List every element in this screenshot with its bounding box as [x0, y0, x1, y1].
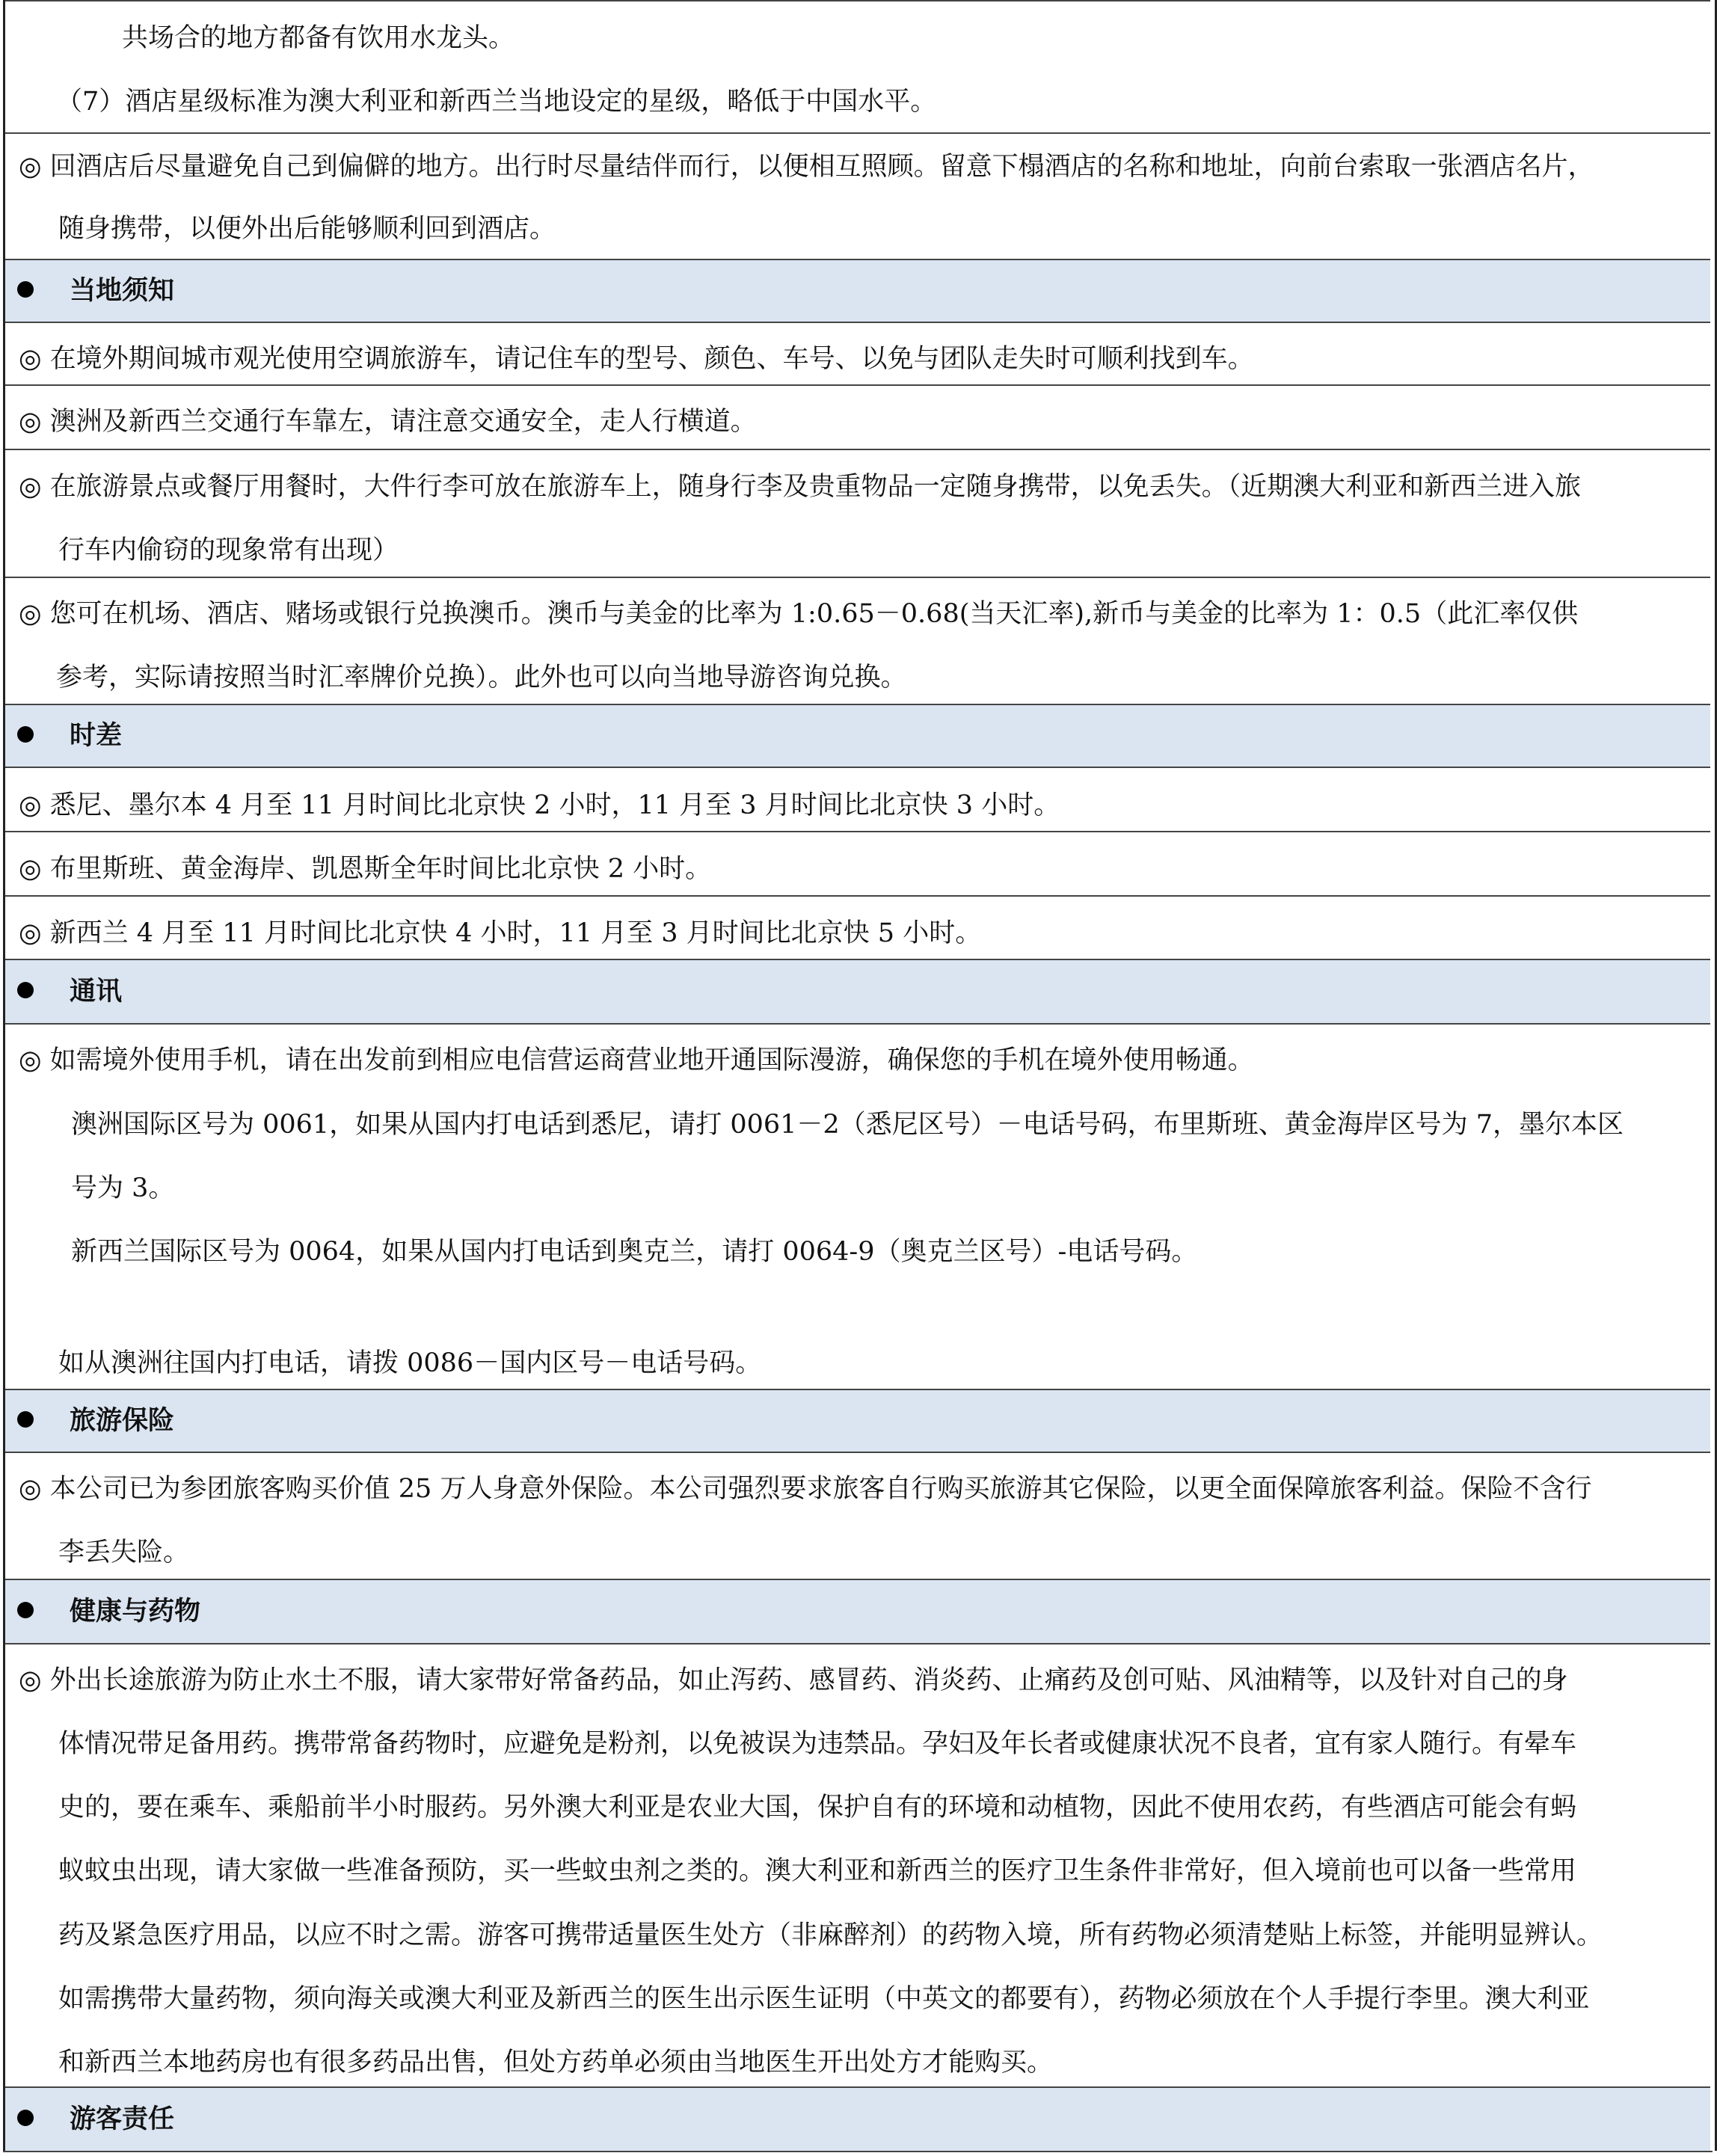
table-row [5, 1452, 1710, 1579]
section-title [17, 2104, 175, 2134]
bullet-icon [17, 2110, 34, 2126]
section-title-text: 通讯 [70, 977, 123, 1007]
bullet-icon [17, 1602, 34, 1618]
section-header [5, 2086, 1710, 2151]
table-row [5, 1643, 1710, 2086]
paragraph-line: 参考，实际请按照当时汇率牌价兑换）。此外也可以向当地导游咨询兑换。 [56, 663, 907, 692]
section-header [5, 259, 1710, 322]
paragraph-line: 李丢失险。 [58, 1538, 190, 1567]
section-title-text: 时差 [70, 721, 123, 751]
table-row [5, 895, 1710, 959]
paragraph-line: ◎ 在旅游景点或餐厅用餐时，大件行李可放在旅游车上，随身行李及贵重物品一定随身携带，以免丢失。（近期澳大利亚和新西兰进入旅 [19, 472, 1582, 502]
paragraph-line: 药及紧急医疗用品，以应不时之需。游客可携带适量医生处方（非麻醉剂）的药物入境，所有药物必须清楚贴上标签，并能明显辨认。 [58, 1920, 1603, 1950]
section-title [17, 1599, 200, 1625]
table-row [5, 0, 1710, 132]
section-title [17, 278, 174, 304]
paragraph-line: 如从澳洲往国内打电话，请拨 0086－国内区号－电话号码。 [58, 1348, 762, 1378]
paragraph-line: 体情况带足备用药。携带常备药物时，应避免是粉剂，以免被误为违禁品。孕妇及年长者或健康状况不良者，宜有家人随行。有晕车 [58, 1729, 1577, 1759]
table-row [5, 577, 1710, 704]
bullet-icon [17, 281, 34, 298]
table-row [5, 384, 1710, 449]
bullet-icon [17, 1411, 34, 1428]
paragraph-line: 行车内偷窃的现象常有出现） [58, 535, 399, 565]
paragraph-line: ◎ 回酒店后尽量避免自己到偏僻的地方。出行时尽量结伴而行，以便相互照顾。留意下榻酒店的名称和地址，向前台索取一张酒店名片， [19, 152, 1594, 182]
paragraph-line: 史的，要在乘车、乘船前半小时服药。另外澳大利亚是农业大国，保护自有的环境和动植物，因此不使用农药，有些酒店可能会有蚂 [58, 1793, 1577, 1822]
paragraph-line: ◎ 如需境外使用手机，请在出发前到相应电信营运商营业地开通国际漫游，确保您的手机在境外使用畅通。 [19, 1045, 1254, 1075]
section-title-text: 游客责任 [70, 2104, 175, 2134]
section-header [5, 1579, 1710, 1643]
section-title [17, 1408, 174, 1434]
bullet-icon [17, 726, 34, 743]
table-row [5, 831, 1710, 895]
paragraph-line: ◎ 外出长途旅游为防止水土不服，请大家带好常备药品，如止泻药、感冒药、消炎药、止痛药及创可贴、风油精等，以及针对自己的身 [19, 1665, 1568, 1695]
paragraph-line: 澳洲国际区号为 0061，如果从国内打电话到悉尼，请打 0061－2（悉尼区号）－电话号码，布里斯班、黄金海岸区号为 7，墨尔本区 [71, 1110, 1624, 1140]
section-header [5, 704, 1710, 767]
notice-table [3, 0, 1717, 2151]
bullet-icon [17, 982, 34, 998]
table-row [5, 449, 1710, 577]
paragraph-line: 如需携带大量药物，须向海关或澳大利亚及新西兰的医生出示医生证明（中英文的都要有），药物必须放在个人手提行李里。澳大利亚 [58, 1984, 1590, 2014]
paragraph-line: 蚁蚊虫出现，请大家做一些准备预防，买一些蚊虫剂之类的。澳大利亚和新西兰的医疗卫生条件非常好，但入境前也可以备一些常用 [58, 1856, 1577, 1886]
paragraph-line: ◎ 澳洲及新西兰交通行车靠左，请注意交通安全，走人行横道。 [19, 407, 757, 437]
paragraph-line: ◎ 本公司已为参团旅客购买价值 25 万人身意外保险。本公司强烈要求旅客自行购买旅游其它保险，以更全面保障旅客利益。保险不含行 [19, 1474, 1592, 1504]
paragraph-line: ◎ 布里斯班、黄金海岸、凯恩斯全年时间比北京快 2 小时。 [19, 854, 712, 884]
table-row [5, 132, 1710, 259]
paragraph-line: ◎ 悉尼、墨尔本 4 月至 11 月时间比北京快 2 小时，11 月至 3 月时间比北京快 3 小时。 [19, 790, 1060, 820]
table-row [5, 1023, 1710, 1389]
paragraph-line: ◎ 在境外期间城市观光使用空调旅游车，请记住车的型号、颜色、车号、以免与团队走失时可顺利找到车。 [19, 344, 1254, 374]
table-bottom-border [3, 2151, 1713, 2152]
section-title-text: 旅游保险 [70, 1406, 175, 1436]
table-row [5, 322, 1710, 384]
section-header [5, 959, 1710, 1023]
section-title [17, 723, 122, 749]
section-title-text: 当地须知 [70, 276, 175, 306]
section-header [5, 1389, 1710, 1452]
paragraph-line: ◎ 新西兰 4 月至 11 月时间比北京快 4 小时，11 月至 3 月时间比北京快 5 小时。 [19, 918, 982, 948]
paragraph-line: 共场合的地方都备有饮用水龙头。 [122, 23, 515, 53]
paragraph-line: 随身携带，以便外出后能够顺利回到酒店。 [58, 214, 556, 244]
paragraph-line: ◎ 您可在机场、酒店、赌场或银行兑换澳币。澳币与美金的比率为 1:0.65－0.68(当天汇率),新币与美金的比率为 1：0.5（此汇率仅供 [19, 599, 1579, 629]
section-title [17, 979, 122, 1005]
table-row [5, 767, 1710, 831]
paragraph-line: （7）酒店星级标准为澳大利亚和新西兰当地设定的星级，略低于中国水平。 [56, 87, 937, 117]
paragraph-line: 和新西兰本地药房也有很多药品出售，但处方药单必须由当地医生开出处方才能购买。 [58, 2048, 1054, 2077]
section-title-text: 健康与药物 [70, 1597, 201, 1627]
paragraph-line: 号为 3。 [71, 1173, 175, 1203]
paragraph-line: 新西兰国际区号为 0064，如果从国内打电话到奥克兰，请打 0064-9（奥克兰区号）-电话号码。 [71, 1237, 1198, 1267]
